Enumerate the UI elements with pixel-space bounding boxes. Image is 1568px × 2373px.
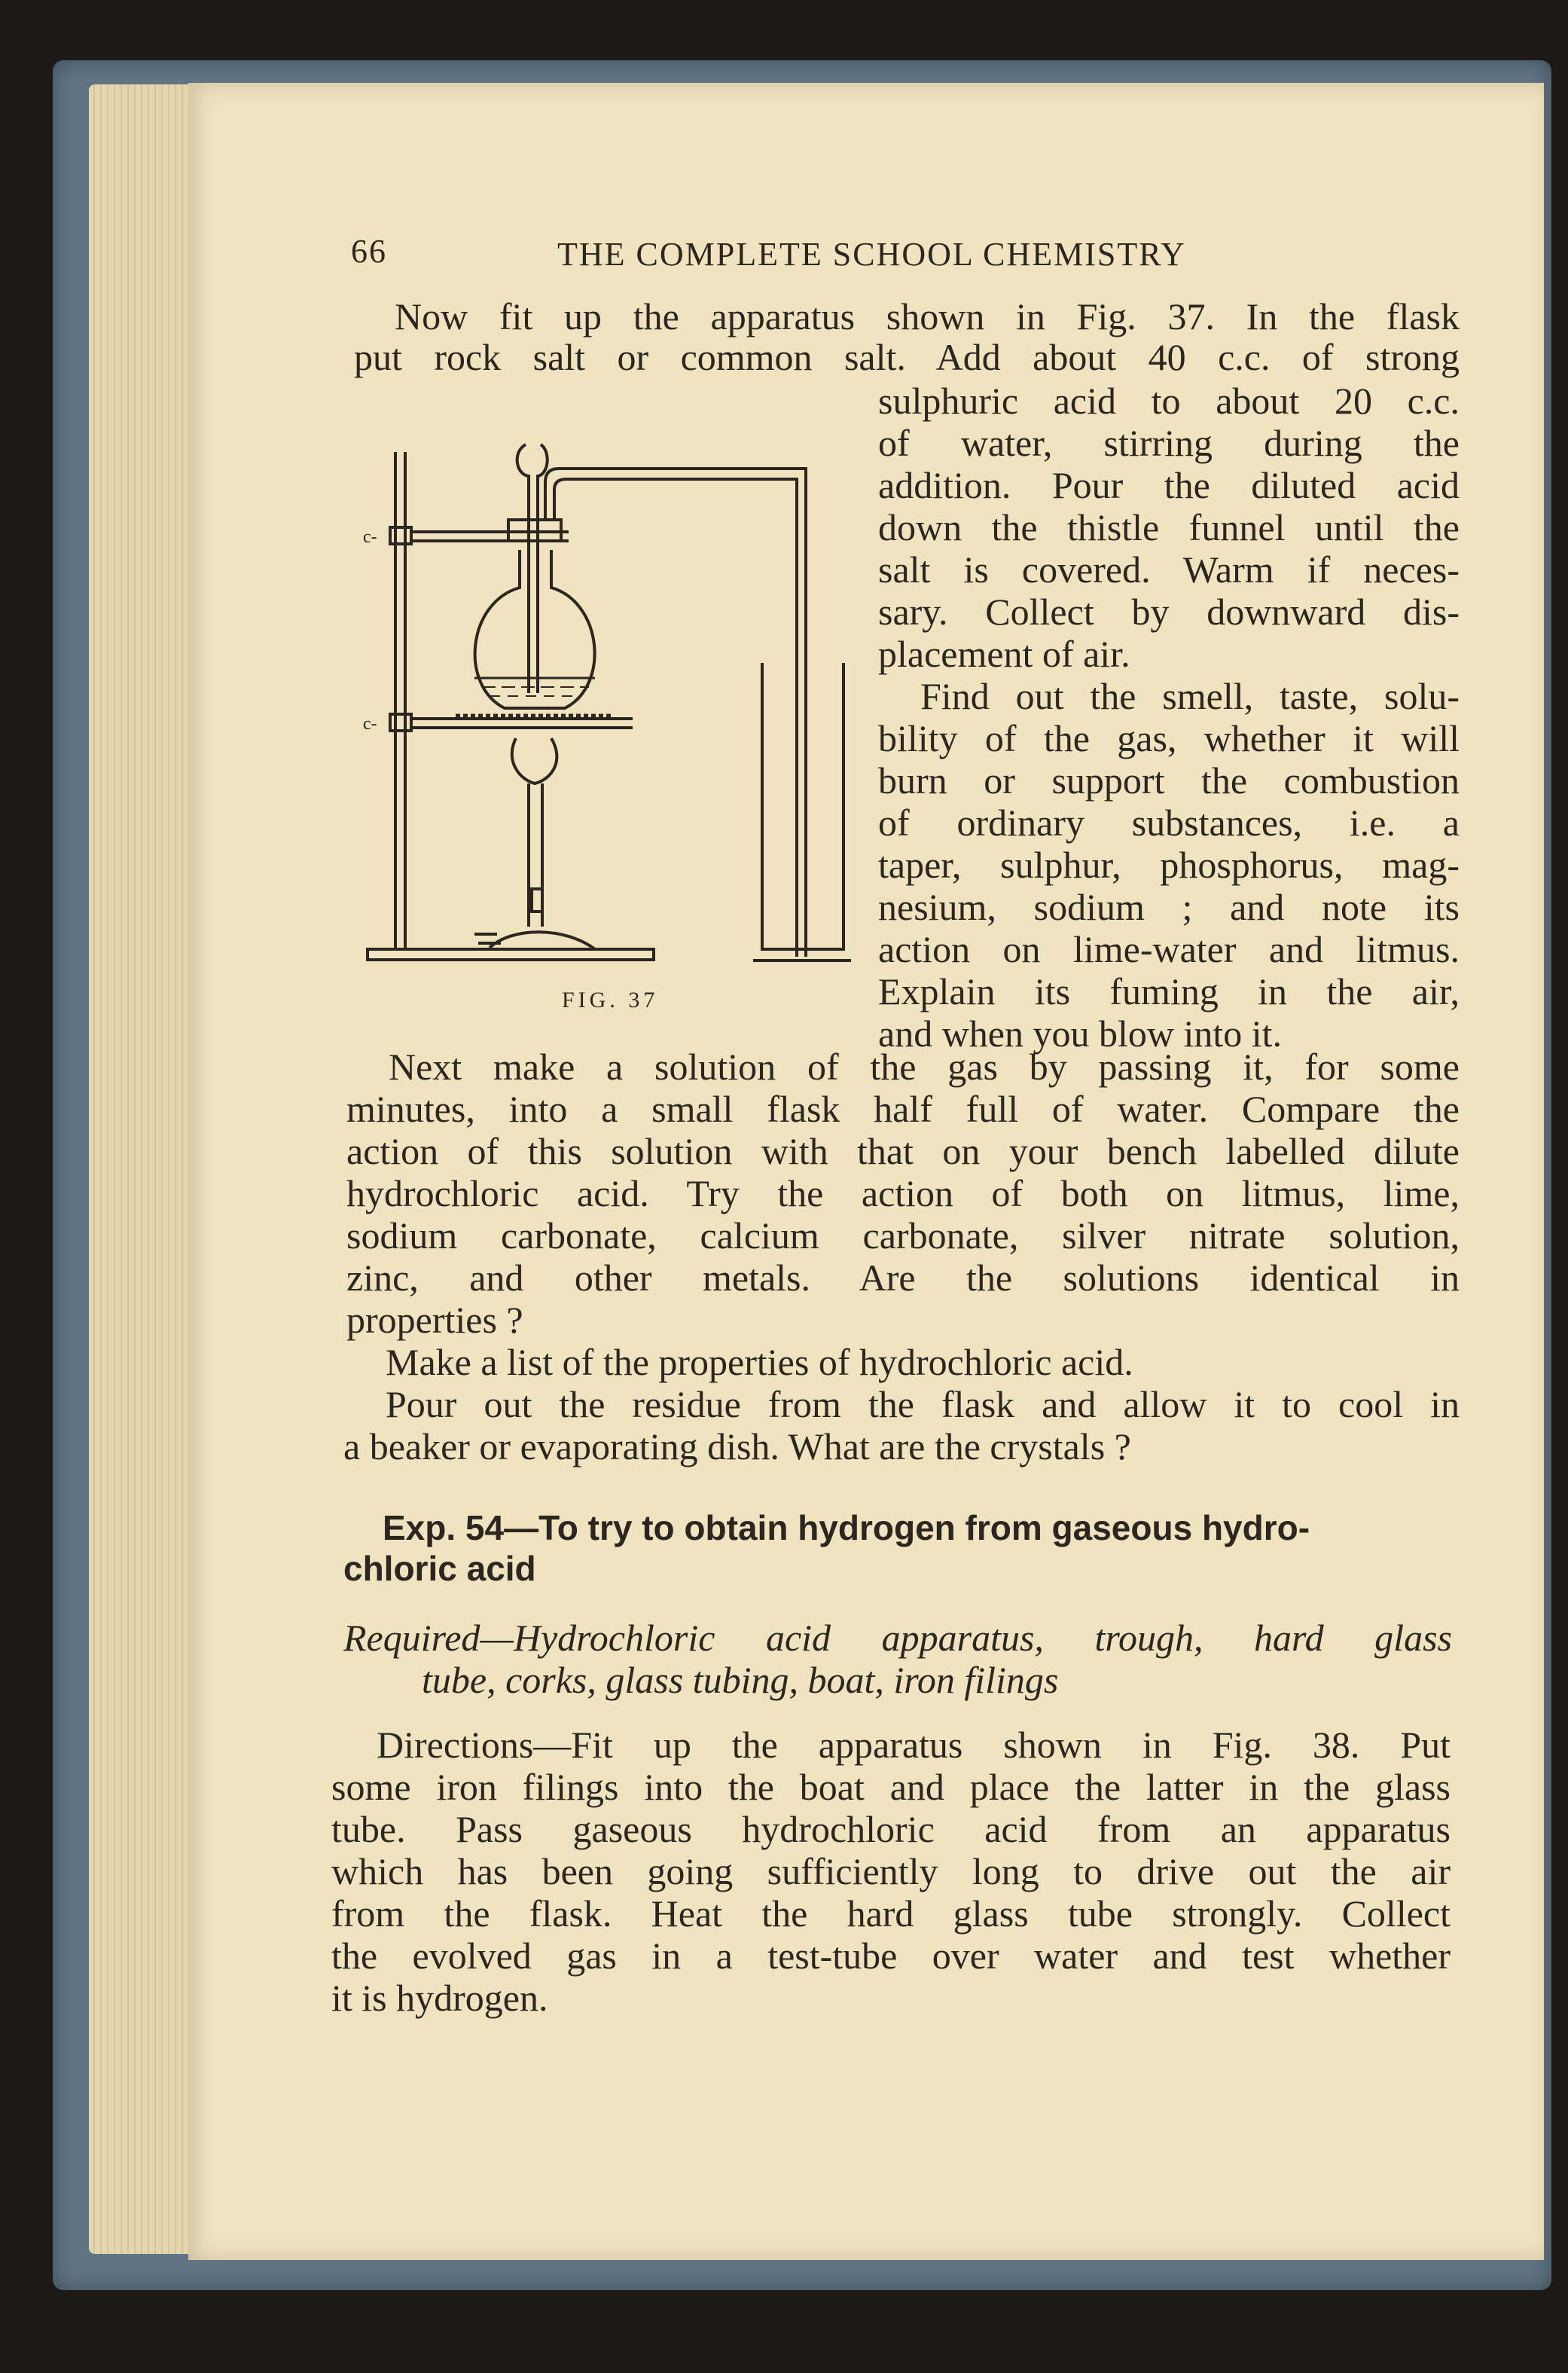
text-line: action on lime-water and litmus. xyxy=(878,928,1460,970)
text-line: nesium, sodium ; and note its xyxy=(878,886,1460,928)
text-line: put rock salt or common salt. Add about 40 c.c. of strong xyxy=(354,336,1460,378)
text-line: Explain its fuming in the air, xyxy=(878,970,1460,1012)
text-line: bility of the gas, whether it will xyxy=(878,717,1460,759)
text-line: zinc, and other metals. Are the solutions identical in xyxy=(346,1257,1460,1299)
svg-text:c-: c- xyxy=(363,714,377,734)
text-line: taper, sulphur, phosphorus, mag- xyxy=(878,844,1460,886)
text-line: down the thistle funnel until the xyxy=(878,506,1460,548)
text-line: minutes, into a small flask half full of water. Compare the xyxy=(346,1088,1460,1130)
directions-line: tube. Pass gaseous hydrochloric acid from an apparatus xyxy=(331,1808,1451,1850)
text-line: Next make a solution of the gas by passing it, for some xyxy=(389,1046,1460,1088)
svg-text:c-: c- xyxy=(363,527,377,547)
experiment-heading: Exp. 54—To try to obtain hydrogen from gaseous hydro- xyxy=(383,1508,1310,1547)
text-line: sary. Collect by downward dis- xyxy=(878,591,1460,633)
text-line: sodium carbonate, calcium carbonate, silver nitrate solution, xyxy=(346,1214,1460,1257)
required-line: Required—Hydrochloric acid apparatus, trough, hard glass xyxy=(343,1617,1452,1659)
directions-line: from the flask. Heat the hard glass tube strongly. Collect xyxy=(331,1892,1451,1935)
text-line: and when you blow into it. xyxy=(878,1012,1283,1055)
figure-caption: FIG. 37 xyxy=(562,988,659,1012)
running-title: THE COMPLETE SCHOOL CHEMISTRY xyxy=(557,236,1186,273)
figure-37-apparatus xyxy=(354,407,866,979)
page-stack-edge xyxy=(89,84,202,2254)
required-line: tube, corks, glass tubing, boat, iron filings xyxy=(422,1659,1059,1701)
text-line: action of this solution with that on your bench labelled dilute xyxy=(346,1130,1460,1172)
text-line: of ordinary substances, i.e. a xyxy=(878,802,1460,844)
text-line: placement of air. xyxy=(878,633,1130,675)
directions-line: some iron filings into the boat and place the latter in the glass xyxy=(331,1766,1451,1808)
text-line: hydrochloric acid. Try the action of both on litmus, lime, xyxy=(346,1172,1460,1214)
text-line: Find out the smell, taste, solu- xyxy=(920,675,1460,717)
experiment-heading: chloric acid xyxy=(343,1549,536,1588)
text-line: burn or support the combustion xyxy=(878,759,1460,802)
directions-line: the evolved gas in a test-tube over water and test whether xyxy=(331,1935,1451,1977)
text-line: addition. Pour the diluted acid xyxy=(878,464,1460,506)
page-number: 66 xyxy=(351,233,387,270)
text-line: properties ? xyxy=(346,1299,523,1341)
directions-line: Directions—Fit up the apparatus shown in Fig. 38. Put xyxy=(377,1724,1451,1766)
text-line: Pour out the residue from the flask and allow it to cool in xyxy=(386,1383,1460,1425)
text-line: a beaker or evaporating dish. What are the crystals ? xyxy=(343,1425,1131,1467)
directions-line: it is hydrogen. xyxy=(331,1977,548,2019)
text-line: Now fit up the apparatus shown in Fig. 37. In the flask xyxy=(395,295,1460,337)
text-line: salt is covered. Warm if neces- xyxy=(878,548,1460,591)
directions-line: which has been going sufficiently long to drive out the air xyxy=(331,1850,1451,1892)
text-line: sulphuric acid to about 20 c.c. xyxy=(878,380,1460,422)
text-line: of water, stirring during the xyxy=(878,422,1460,464)
text-line: Make a list of the properties of hydrochloric acid. xyxy=(386,1341,1133,1383)
